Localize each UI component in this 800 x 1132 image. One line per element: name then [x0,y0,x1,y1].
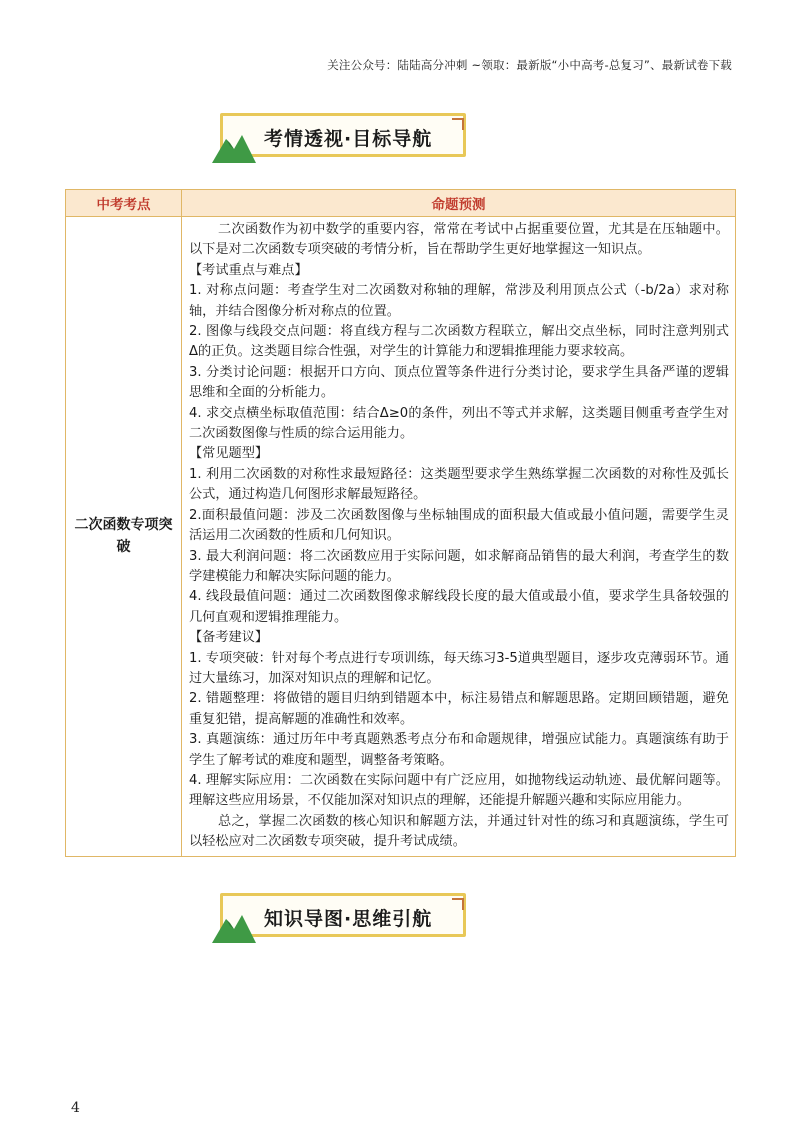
section-heading-key-points: 【考试重点与难点】 [189,262,308,278]
list-item: 1. 对称点问题：考查学生对二次函数对称轴的理解，常涉及利用顶点公式（-b/2a）求对称轴，并结合图像分析对称点的位置。 [189,283,729,319]
list-item: 4. 线段最值问题：通过二次函数图像求解线段长度的最大值或最小值，要求学生具备较强的几何直观和逻辑推理能力。 [189,589,729,625]
list-item: 2.面积最值问题：涉及二次函数图像与坐标轴围成的面积最大值或最小值问题，需要学生灵活运用二次函数的性质和几何知识。 [189,507,729,544]
page-number: 4 [71,1100,80,1116]
topic-cell: 二次函数专项突破 [66,217,182,857]
banner-title: 知识导图·思维引航 [264,908,433,930]
table-header-row [66,190,736,217]
mountain-icon [212,129,256,163]
prediction-content [182,217,736,857]
list-item: 3. 分类讨论问题：根据开口方向、顶点位置等条件进行分类讨论，要求学生具备严谨的逻辑思维和全面的分析能力。 [189,364,729,401]
intro-paragraph: 二次函数作为初中数学的重要内容，常常在考试中占据重要位置，尤其是在压轴题中。以下是对二次函数专项突破的考情分析，旨在帮助学生更好地掌握这一知识点。 [189,222,729,258]
list-item: 4. 理解实际应用：二次函数在实际问题中有广泛应用，如抛物线运动轨迹、最优解问题等。理解这些应用场景，不仅能加深对知识点的理解，还能提升解题兴趣和实际应用能力。 [189,772,729,809]
table-row [66,217,736,857]
list-item: 2. 错题整理：将做错的题目归纳到错题本中，标注易错点和解题思路。定期回顾错题，避免重复犯错，提高解题的准确性和效率。 [189,691,729,727]
banner-corner-accent [452,118,464,130]
summary-paragraph: 总之，掌握二次函数的核心知识和解题方法，并通过针对性的练习和真题演练，学生可以轻松应对二次函数专项突破，提升考试成绩。 [189,813,729,850]
section-banner-exam-analysis [212,113,470,163]
section-banner-mind-map [212,893,470,943]
list-item: 3. 最大利润问题：将二次函数应用于实际问题，如求解商品销售的最大利润，考查学生的数学建模能力和解决实际问题的能力。 [189,548,729,584]
mountain-icon [212,909,256,943]
column-header-exam-point: 中考考点 [66,190,182,217]
list-item: 1. 专项突破：针对每个考点进行专项训练，每天练习3-5道典型题目，逐步攻克薄弱环节。通过大量练习，加深对知识点的理解和记忆。 [189,650,729,686]
section-heading-prep-advice: 【备考建议】 [189,630,269,646]
exam-analysis-table [65,189,736,857]
list-item: 3. 真题演练：通过历年中考真题熟悉考点分布和命题规律，增强应试能力。真题演练有助于学生了解考试的难度和题型，调整备考策略。 [189,732,729,768]
column-header-prediction: 命题预测 [182,190,736,217]
header-promo-note: 关注公众号：陆陆高分冲刺 ~领取：最新版“小中高考-总复习”、最新试卷下载 [327,58,732,72]
banner-title: 考情透视·目标导航 [264,128,433,150]
list-item: 2. 图像与线段交点问题：将直线方程与二次函数方程联立，解出交点坐标，同时注意判别式Δ的正负。这类题目综合性强，对学生的计算能力和逻辑推理能力要求较高。 [189,324,729,360]
list-item: 1. 利用二次函数的对称性求最短路径：这类题型要求学生熟练掌握二次函数的对称性及弧长公式，通过构造几何图形求解最短路径。 [189,466,729,503]
section-heading-common-types: 【常见题型】 [189,446,269,462]
banner-corner-accent [452,898,464,910]
list-item: 4. 求交点横坐标取值范围：结合Δ≥0的条件，列出不等式并求解，这类题目侧重考查学生对二次函数图像与性质的综合运用能力。 [189,405,729,442]
